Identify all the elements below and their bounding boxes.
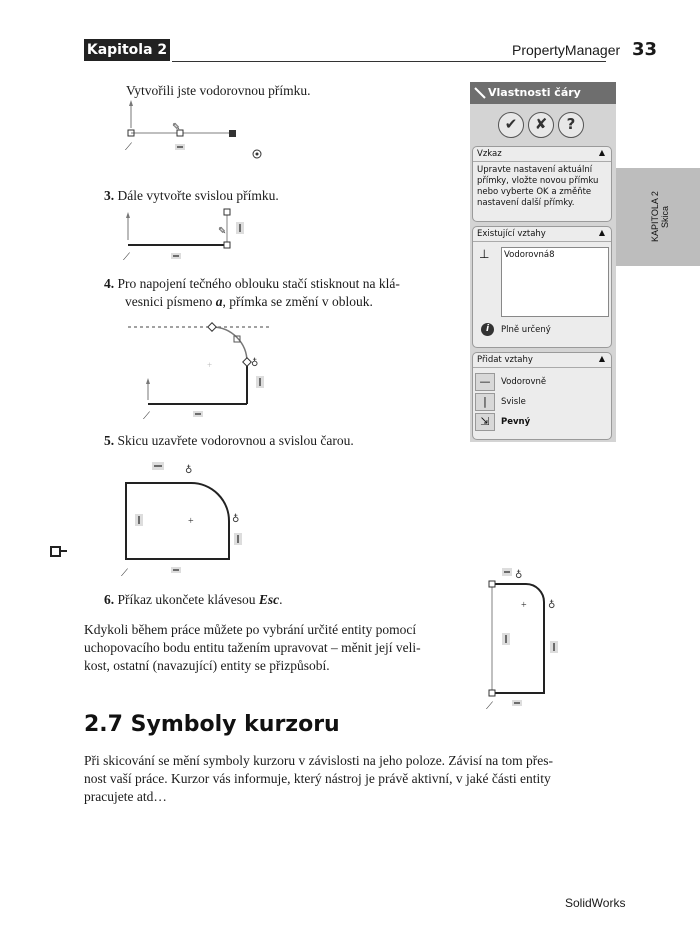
svg-text:♁: ♁ — [515, 570, 523, 581]
paragraph-line: kost, ostatní (navazující) entity se přizpůsobí. — [84, 658, 330, 673]
collapse-caret-icon[interactable]: ▲ — [598, 228, 605, 237]
svg-text:⟋: ⟋ — [125, 142, 132, 153]
svg-text:⟋: ⟋ — [143, 411, 150, 422]
intro-text: Vytvořili jste vodorovnou přímku. — [126, 83, 311, 98]
collapse-caret-icon[interactable]: ▲ — [598, 148, 605, 157]
svg-text:✎: ✎ — [218, 226, 227, 237]
info-icon: i — [481, 323, 494, 336]
svg-text:♁: ♁ — [251, 358, 259, 369]
figure-vertical-line — [120, 204, 260, 264]
existing-relations-header[interactable]: Existující vztahy — [477, 229, 546, 239]
svg-text:+: + — [188, 516, 194, 527]
cancel-button[interactable]: ✘ — [528, 112, 554, 138]
svg-text:✎: ✎ — [172, 122, 181, 133]
section-line: Při skicování se mění symboly kurzoru v závislosti na jeho poloze. Závisí na tom přes- — [84, 753, 554, 768]
ok-button[interactable]: ✔ — [498, 112, 524, 138]
add-relation-fixed[interactable] — [475, 413, 607, 431]
step-4-line1: Pro napojení tečného oblouku stačí stisknout na klá- — [117, 276, 400, 291]
collapse-caret-icon[interactable]: ▲ — [598, 354, 605, 363]
step-6 — [104, 591, 282, 609]
vertical-icon: | — [475, 393, 495, 411]
add-relation-vertical[interactable] — [475, 393, 607, 411]
step-5-text: Skicu uzavřete vodorovnou a svislou čarou. — [117, 433, 354, 448]
paragraph-line: Kdykoli během práce můžete po vybrání určité entity pomocí — [84, 622, 417, 637]
fixed-icon: ⇲ — [475, 413, 495, 431]
horizontal-icon: — — [475, 373, 495, 391]
side-chapter-tab — [616, 168, 700, 266]
section-line: pracujete atd… — [84, 789, 167, 804]
panel-title: Vlastnosti čáry — [488, 86, 581, 99]
svg-text:+: + — [521, 600, 527, 611]
side-tab-topic: Skica — [660, 206, 670, 229]
figure-resized-sketch — [482, 562, 572, 712]
relation-item[interactable]: Vodorovná8 — [504, 250, 555, 260]
section-paragraph — [84, 752, 619, 806]
property-manager-panel — [470, 82, 616, 442]
add-relations-group — [472, 352, 612, 440]
add-relation-horizontal[interactable] — [475, 373, 607, 391]
section-heading: 2.7 Symboly kurzoru — [84, 712, 340, 737]
status-text: Plně určený — [501, 325, 551, 335]
step-5-number: 5. — [104, 433, 115, 448]
info-paragraph — [84, 621, 464, 675]
figure-closed-sketch — [116, 458, 256, 580]
svg-text:♁: ♁ — [185, 465, 193, 476]
step-6-end: . — [279, 592, 283, 607]
horizontal-relation-icon: ⊥ — [479, 247, 490, 261]
step-3-number: 3. — [104, 188, 115, 203]
step-5 — [104, 432, 354, 450]
step-6-number: 6. — [104, 592, 115, 607]
step-4-key: a — [215, 294, 223, 309]
relation-label: Pevný — [501, 417, 531, 427]
svg-text:⟋: ⟋ — [123, 252, 130, 263]
message-line: nebo vyberte OK a změňte — [477, 187, 592, 197]
figure-tangent-arc — [120, 318, 280, 422]
existing-relations-group — [472, 226, 612, 348]
message-group — [472, 146, 612, 222]
add-relations-header[interactable]: Přidat vztahy — [477, 355, 533, 365]
header-title: PropertyManager — [512, 42, 621, 58]
paragraph-line: uchopovacího bodu entitu tažením upravovat – měnit její veli- — [84, 640, 421, 655]
svg-text:⟋: ⟋ — [121, 568, 128, 579]
figure-horizontal-line — [120, 98, 270, 160]
svg-text:+: + — [207, 360, 213, 370]
step-3 — [104, 187, 279, 205]
svg-text:♁: ♁ — [548, 600, 556, 611]
message-group-header[interactable]: Vzkaz — [477, 149, 502, 159]
svg-text:⟋: ⟋ — [486, 701, 493, 712]
message-line: nastavení další přímky. — [477, 198, 575, 208]
message-line: přímky, vložte novou přímku — [477, 176, 599, 186]
page-number: 33 — [632, 39, 658, 60]
message-line: Upravte nastavení aktuální — [477, 165, 593, 175]
step-4-number: 4. — [104, 276, 115, 291]
step-6-key: Esc — [258, 592, 280, 607]
step-4 — [104, 275, 454, 311]
panel-title-bar — [470, 82, 616, 104]
step-6-text: Příkaz ukončete klávesou — [117, 592, 259, 607]
side-tab-chapter: KAPITOLA 2 — [650, 191, 660, 243]
header-rule — [172, 61, 606, 62]
help-button[interactable]: ? — [558, 112, 584, 138]
footer-text: SolidWorks — [565, 896, 626, 910]
relations-list[interactable] — [501, 247, 609, 317]
line-icon — [474, 87, 486, 99]
margin-note-icon — [50, 545, 68, 561]
chapter-badge: Kapitola 2 — [84, 39, 170, 61]
step-3-text: Dále vytvořte svislou přímku. — [117, 188, 279, 203]
svg-text:♁: ♁ — [232, 514, 240, 525]
relation-label: Vodorovně — [501, 377, 547, 387]
section-line: nost vaší práce. Kurzor vás informuje, který nástroj je právě aktivní, v jaké části entity — [84, 771, 551, 786]
step-4-line2a: vesnici písmeno — [125, 294, 216, 309]
relation-label: Svisle — [501, 397, 526, 407]
step-4-line2b: , přímka se změní v oblouk. — [222, 294, 373, 309]
